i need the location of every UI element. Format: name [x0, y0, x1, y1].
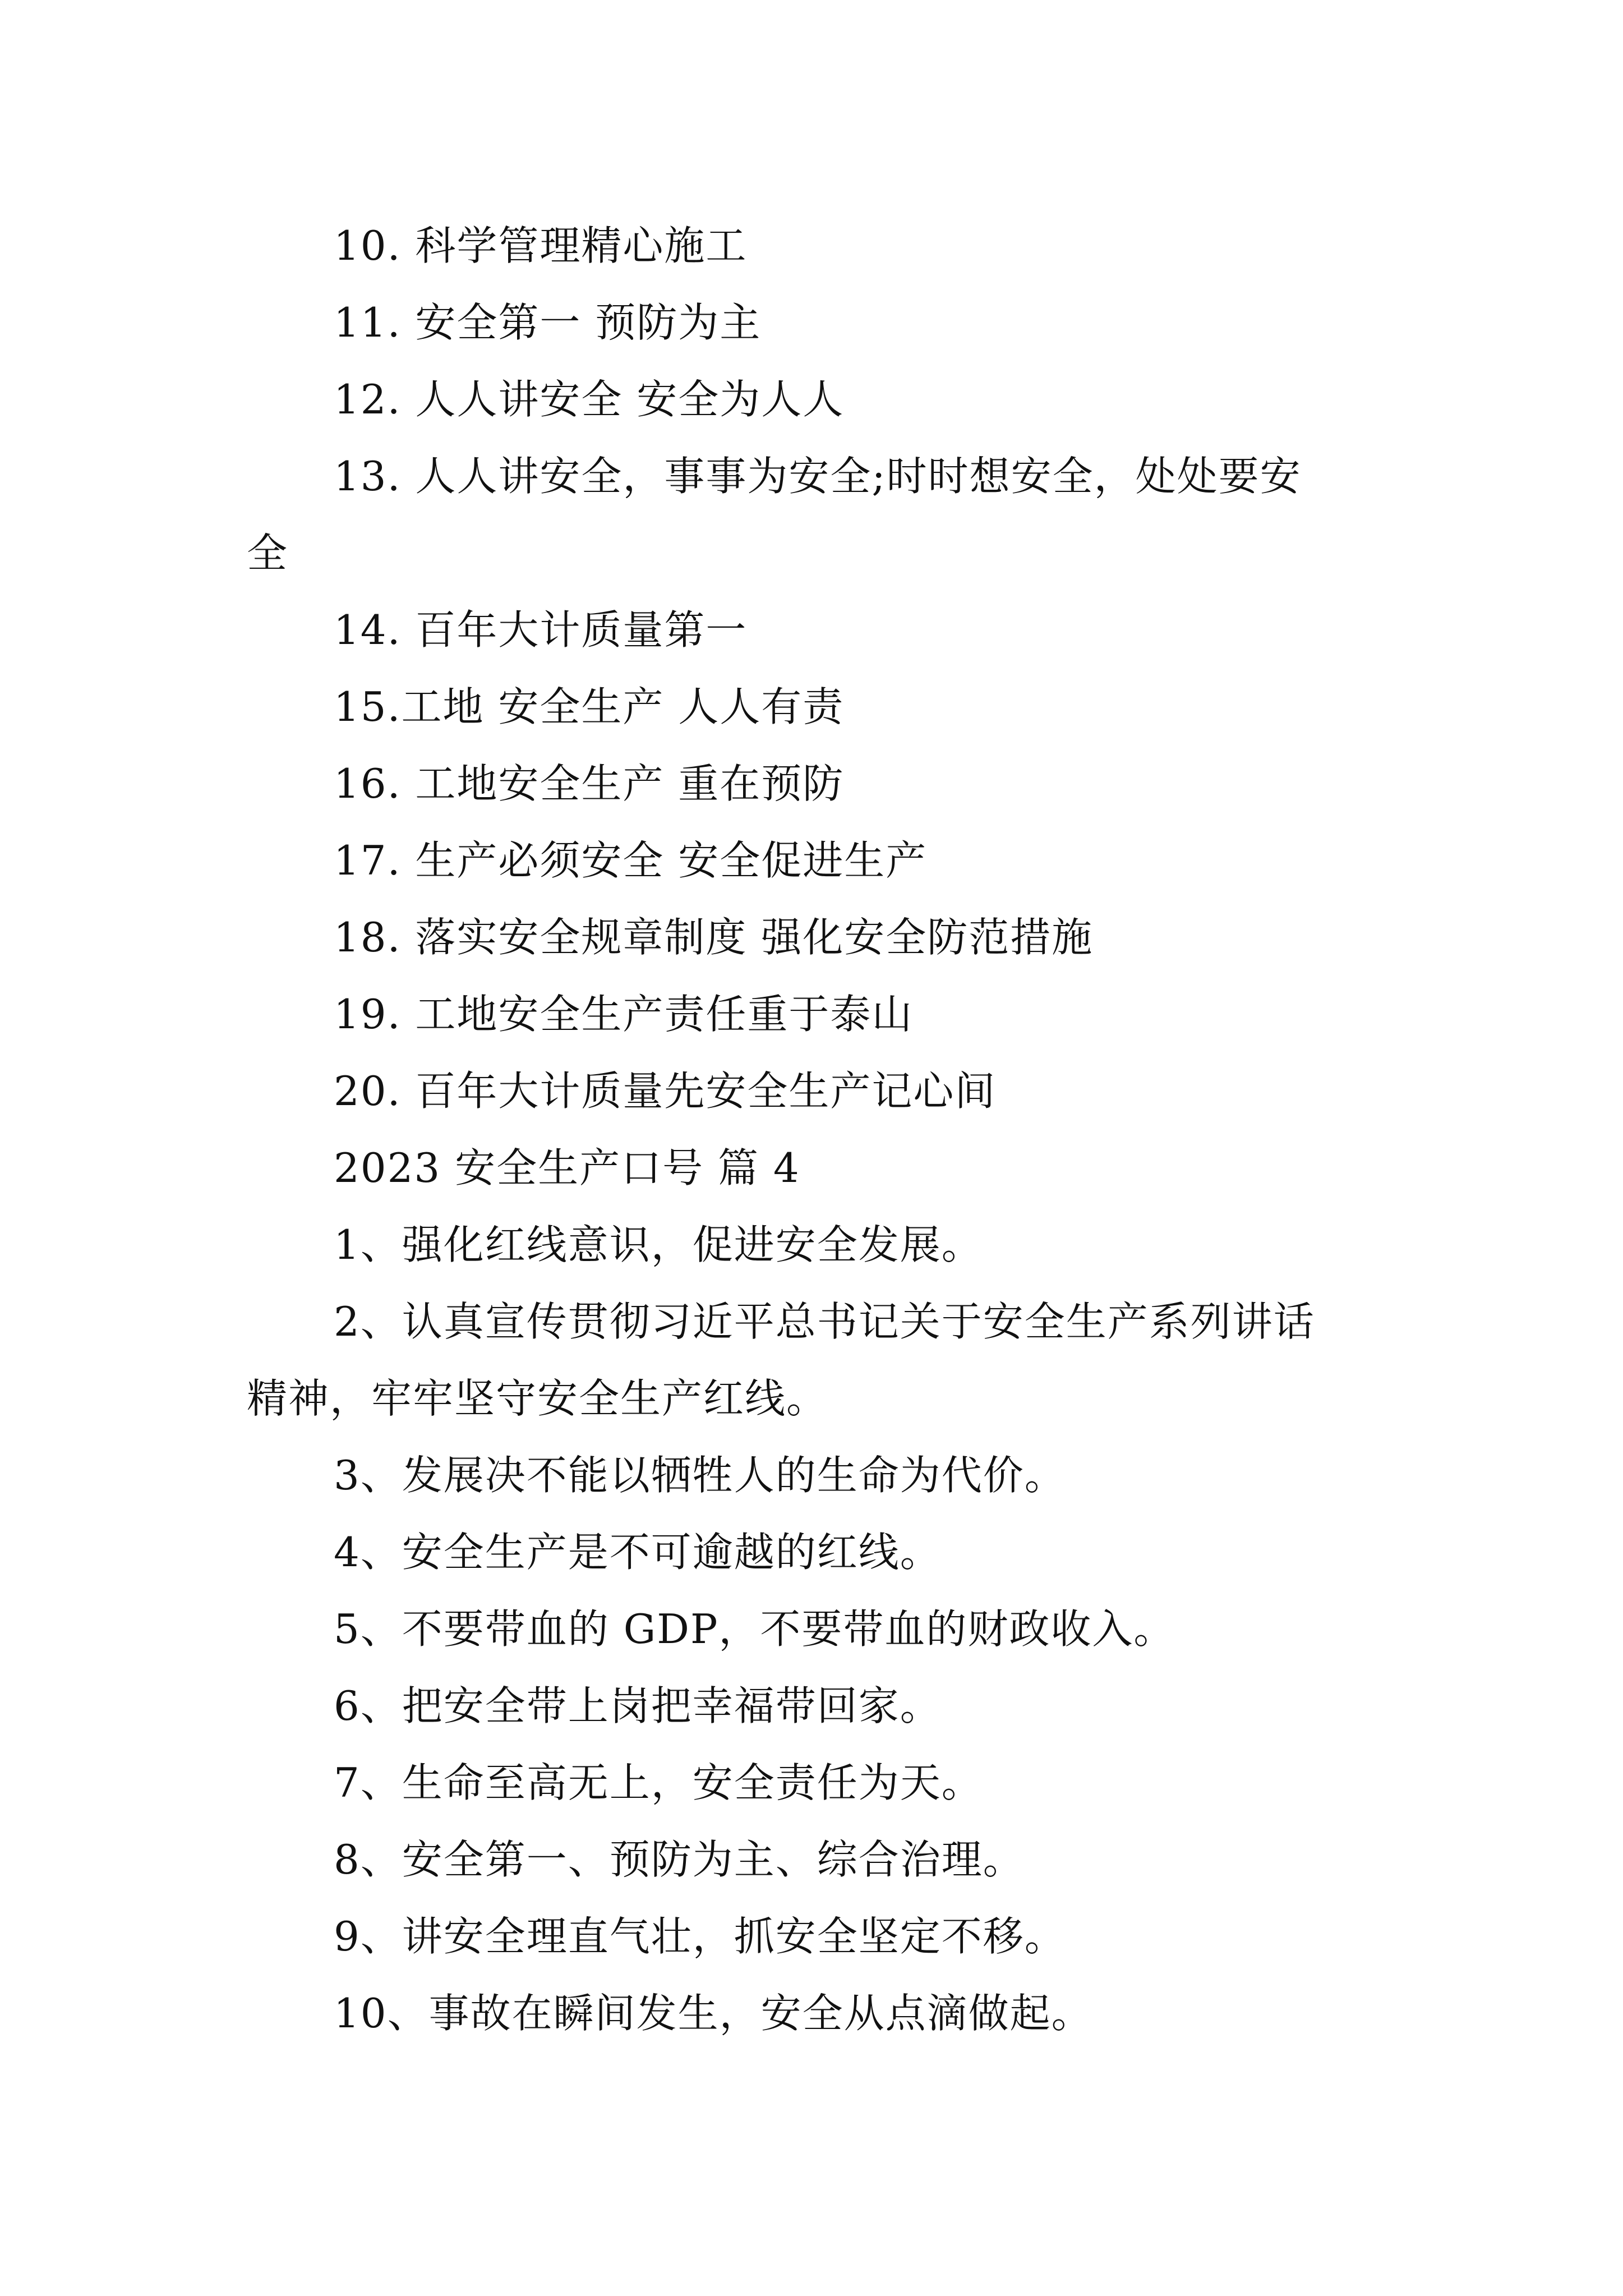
slogan-line: 20. 百年大计质量先安全生产记心间	[334, 1068, 997, 1115]
slogan-line: 16. 工地安全生产 重在预防	[334, 760, 845, 807]
slogan-line: 17. 生产必须安全 安全促进生产	[334, 837, 928, 884]
slogan-line: 18. 落实安全规章制度 强化安全防范措施	[334, 914, 1094, 961]
document-body	[247, 208, 1376, 2052]
slogan-line: 2、认真宣传贯彻习近平总书记关于安全生产系列讲话	[334, 1298, 1315, 1345]
slogan-line: 8、安全第一、预防为主、综合治理。	[334, 1836, 1025, 1883]
slogan-line: 12. 人人讲安全 安全为人人	[334, 376, 845, 423]
slogan-line: 1、强化红线意识，促进安全发展。	[334, 1221, 983, 1268]
slogan-line: 13. 人人讲安全，事事为安全;时时想安全，处处要安	[334, 453, 1302, 500]
slogan-line: 14. 百年大计质量第一	[334, 606, 748, 654]
slogan-line: 6、把安全带上岗把幸福带回家。	[334, 1682, 942, 1729]
slogan-line: 11. 安全第一 预防为主	[334, 299, 762, 346]
slogan-line: 7、生命至高无上，安全责任为天。	[334, 1759, 983, 1806]
slogan-line-continuation: 全	[247, 530, 289, 577]
slogan-line: 3、发展决不能以牺牲人的生命为代价。	[334, 1452, 1066, 1499]
slogan-line: 4、安全生产是不可逾越的红线。	[334, 1529, 942, 1576]
slogan-line: 9、讲安全理直气壮，抓安全坚定不移。	[334, 1913, 1066, 1960]
slogan-line: 5、不要带血的 GDP，不要带血的财政收入。	[334, 1605, 1175, 1653]
slogan-line-continuation: 精神，牢牢坚守安全生产红线。	[247, 1375, 828, 1422]
section-heading: 2023 安全生产口号 篇 4	[334, 1144, 800, 1191]
slogan-line: 10. 科学管理精心施工	[334, 222, 748, 269]
slogan-line: 10、事故在瞬间发生，安全从点滴做起。	[334, 1990, 1093, 2037]
slogan-line: 15.工地 安全生产 人人有责	[334, 683, 845, 730]
slogan-line: 19. 工地安全生产责任重于泰山	[334, 991, 914, 1038]
